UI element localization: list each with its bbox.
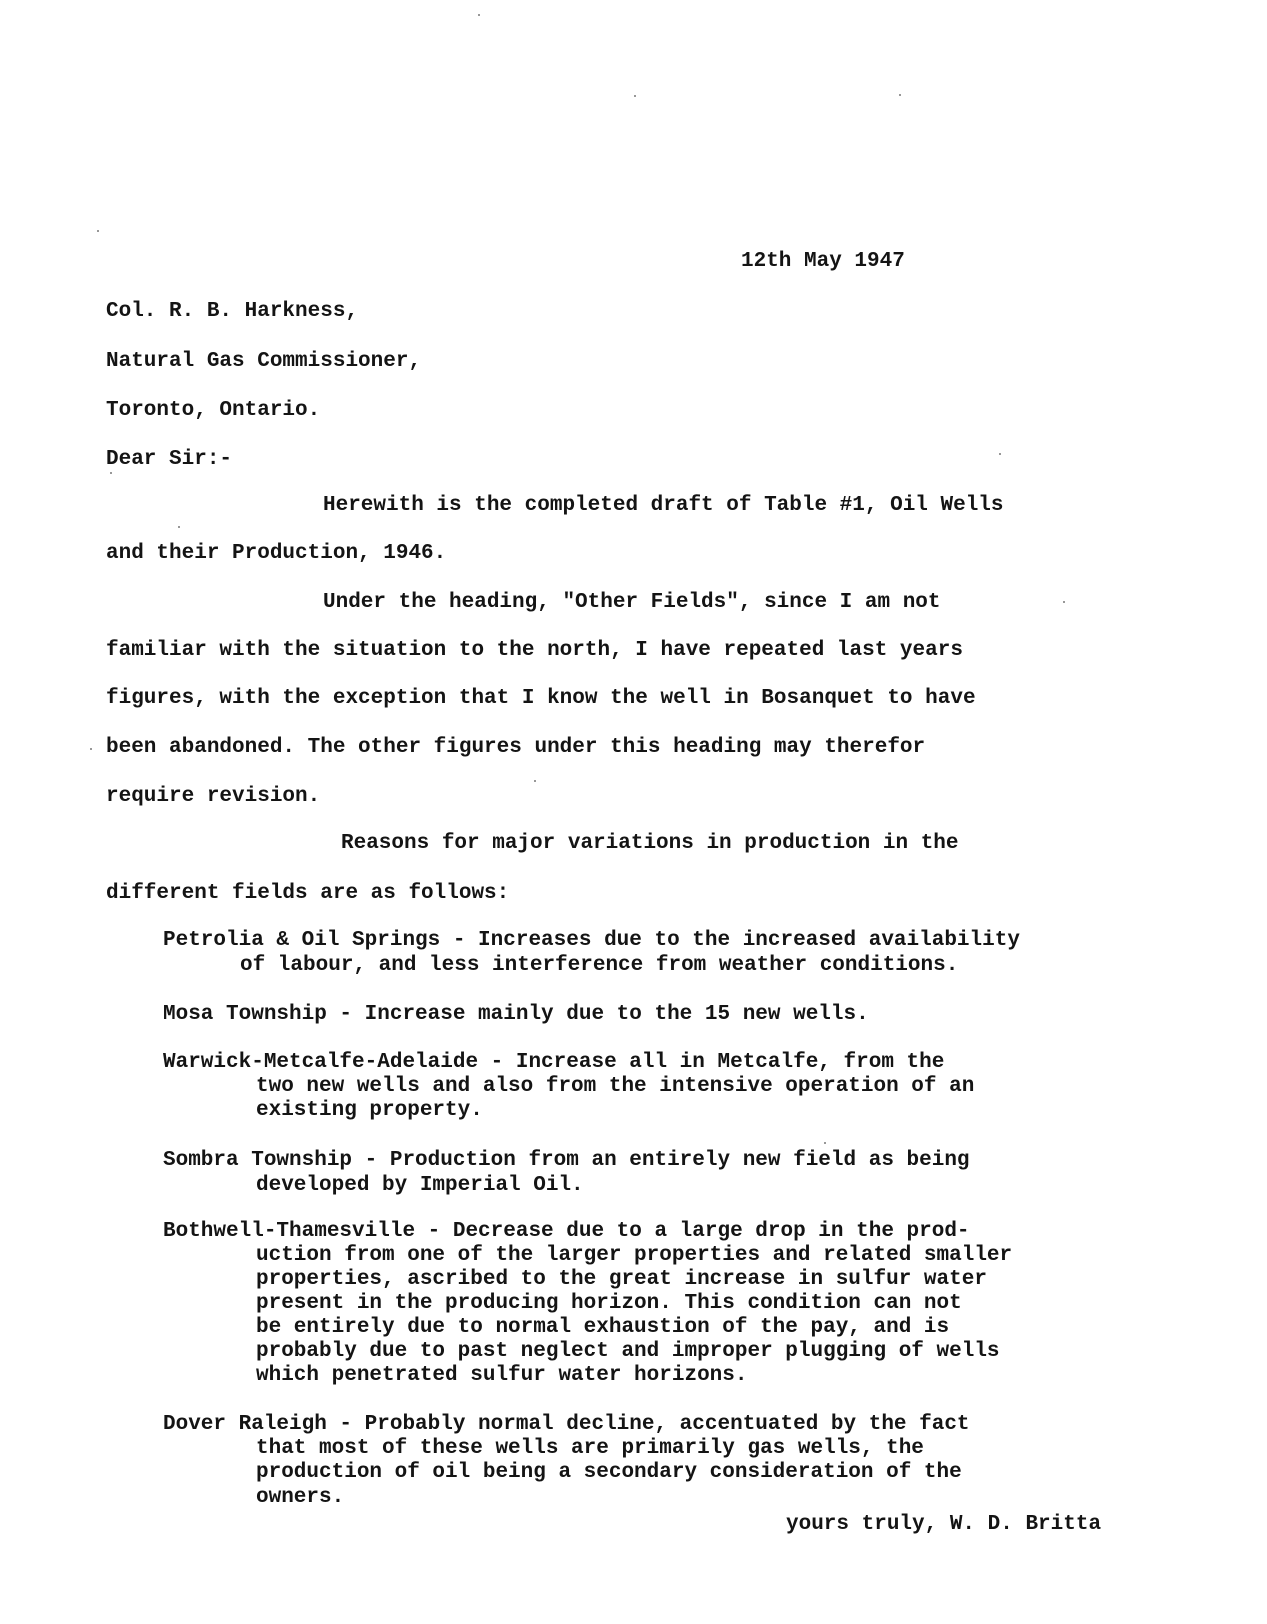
- recipient-name: Col. R. B. Harkness,: [106, 300, 359, 323]
- field-bothwell-line-7: which penetrated sulfur water horizons.: [256, 1364, 748, 1387]
- field-bothwell-line-3: properties, ascribed to the great increase in sulfur water: [256, 1268, 987, 1291]
- field-sombra-line-1: Sombra Township - Production from an entirely new field as being: [163, 1149, 970, 1172]
- paragraph-2-line-4: been abandoned. The other figures under this heading may therefor: [106, 736, 926, 759]
- salutation: Dear Sir:-: [106, 448, 233, 471]
- field-warwick-line-2: two new wells and also from the intensive operation of an: [256, 1075, 975, 1098]
- paragraph-1-line-2: and their Production, 1946.: [106, 542, 447, 565]
- paragraph-2-line-2: familiar with the situation to the north, I have repeated last years: [106, 639, 963, 662]
- paragraph-2-line-1: Under the heading, "Other Fields", since I am not: [323, 591, 941, 614]
- recipient-city: Toronto, Ontario.: [106, 399, 321, 422]
- field-bothwell-line-1: Bothwell-Thamesville - Decrease due to a large drop in the prod-: [163, 1220, 970, 1243]
- field-warwick-line-1: Warwick-Metcalfe-Adelaide - Increase all in Metcalfe, from the: [163, 1051, 945, 1074]
- paragraph-2-line-5: require revision.: [106, 785, 321, 808]
- field-dover-line-4: owners.: [256, 1486, 345, 1509]
- letter-date: 12th May 1947: [741, 250, 905, 273]
- recipient-title: Natural Gas Commissioner,: [106, 350, 422, 373]
- field-bothwell-line-4: present in the producing horizon. This condition can not: [256, 1292, 962, 1315]
- field-bothwell-line-2: uction from one of the larger properties and related smaller: [256, 1244, 1013, 1267]
- field-warwick-line-3: existing property.: [256, 1099, 483, 1122]
- field-sombra-line-2: developed by Imperial Oil.: [256, 1174, 584, 1197]
- field-petrolia-line-2: of labour, and less interference from weather conditions.: [240, 954, 959, 977]
- paragraph-3-line-1: Reasons for major variations in production in the: [341, 832, 959, 855]
- paragraph-2-line-3: figures, with the exception that I know the well in Bosanquet to have: [106, 687, 976, 710]
- field-mosa-line-1: Mosa Township - Increase mainly due to the 15 new wells.: [163, 1003, 869, 1026]
- closing-signature: yours truly, W. D. Britta: [786, 1513, 1102, 1536]
- paragraph-3-line-2: different fields are as follows:: [106, 882, 510, 905]
- field-bothwell-line-6: probably due to past neglect and improper plugging of wells: [256, 1340, 1000, 1363]
- field-dover-line-3: production of oil being a secondary consideration of the: [256, 1461, 962, 1484]
- field-bothwell-line-5: be entirely due to normal exhaustion of the pay, and is: [256, 1316, 950, 1339]
- paragraph-1-line-1: Herewith is the completed draft of Table #1, Oil Wells: [323, 494, 1004, 517]
- field-dover-line-2: that most of these wells are primarily gas wells, the: [256, 1437, 924, 1460]
- field-dover-line-1: Dover Raleigh - Probably normal decline, accentuated by the fact: [163, 1413, 970, 1436]
- field-petrolia-line-1: Petrolia & Oil Springs - Increases due to the increased availability: [163, 929, 1020, 952]
